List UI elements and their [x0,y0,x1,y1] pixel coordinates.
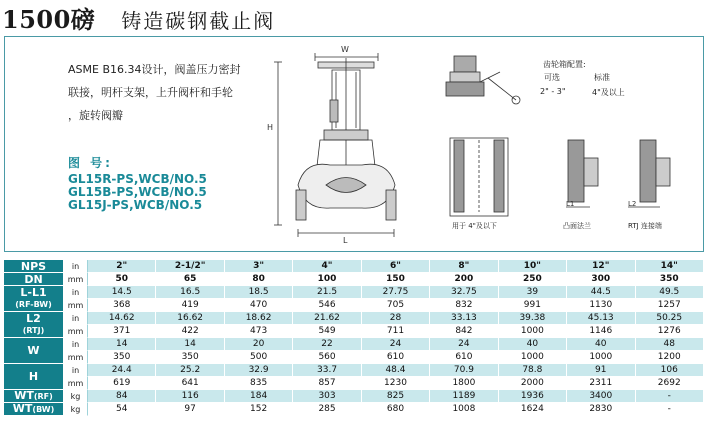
value-cell: 24 [362,338,430,351]
table-row [4,403,704,416]
valve-name: 铸造碳钢截止阀 [121,9,276,33]
table-row [4,260,704,273]
description-line: 联接，明杆支架，上升阀杆和手轮 [68,86,233,99]
value-cell: 1000 [567,351,635,364]
value-cell: 825 [362,390,430,403]
dim-w-label: W [341,45,349,54]
value-cell: 49.5 [636,286,705,299]
value-cell: 610 [362,351,430,364]
value-cell: 14.62 [88,312,156,325]
value-cell: 991 [499,299,567,312]
value-cell: 250 [499,273,567,286]
value-cell: 54 [88,403,156,416]
row-label-text: WT [12,402,33,415]
caption-gate: 用于 4"及以下 [452,222,497,230]
value-cell: 560 [293,351,361,364]
row-label [4,312,64,338]
unit-cell: in [64,338,88,351]
unit-cell: kg [64,390,88,403]
value-cell: 24 [430,338,498,351]
value-cell: 3400 [567,390,635,403]
rf-flange-drawing [566,140,598,207]
value-cell: 39.38 [499,312,567,325]
table-row [4,390,704,403]
table-row [4,286,704,299]
value-cell: 100 [293,273,361,286]
gear-config-heading: 齿轮箱配置: [543,60,586,69]
value-cell: 300 [567,273,635,286]
table-row [4,312,704,325]
value-cell: 18.62 [225,312,293,325]
caption-rf: 凸面法兰 [563,222,591,230]
value-cell: 2311 [567,377,635,390]
value-cell: 40 [499,338,567,351]
value-cell: 842 [430,325,498,338]
value-cell: 14 [156,338,224,351]
row-label [4,364,64,390]
value-cell: 97 [156,403,224,416]
table-row [4,377,704,390]
value-cell: 610 [430,351,498,364]
row-label [4,403,64,416]
value-cell: 546 [293,299,361,312]
description-line: ASME B16.34设计，阀盖压力密封 [68,63,241,76]
row-sublabel: (RF) [33,392,53,401]
row-label [4,260,64,273]
row-label-text: WT [14,389,34,402]
value-cell: 33.7 [293,364,361,377]
value-cell: 16.62 [156,312,224,325]
value-cell: 473 [225,325,293,338]
value-cell: 422 [156,325,224,338]
value-cell: 84 [88,390,156,403]
value-cell: 18.5 [225,286,293,299]
pressure-class: 1500磅 [2,5,96,34]
value-cell: 106 [636,364,705,377]
value-cell: 1257 [636,299,705,312]
value-cell: 50 [88,273,156,286]
table-row [4,273,704,286]
unit-cell: mm [64,377,88,390]
value-cell: 500 [225,351,293,364]
row-label [4,338,64,364]
value-cell: 70.9 [430,364,498,377]
value-cell: 20 [225,338,293,351]
unit-cell: mm [64,299,88,312]
table-row [4,338,704,351]
value-cell: - [636,390,705,403]
value-cell: 1936 [499,390,567,403]
dim-l2-label: L2 [628,200,637,208]
value-cell: 150 [362,273,430,286]
gear-optional-range: 2" - 3" [540,87,566,96]
value-cell: 1130 [567,299,635,312]
value-cell: - [636,403,705,416]
table-row [4,351,704,364]
table-row [4,325,704,338]
value-cell: 78.8 [499,364,567,377]
unit-cell: mm [64,325,88,338]
value-cell: 1189 [430,390,498,403]
spec-table [4,260,704,416]
value-cell: 1200 [636,351,705,364]
value-cell: 200 [430,273,498,286]
caption-rtj: RTJ 连接端 [628,222,662,230]
value-cell: 641 [156,377,224,390]
row-sublabel: (RTJ) [22,326,45,335]
value-cell: 65 [156,273,224,286]
unit-cell: in [64,286,88,299]
gear-col-standard: 标准 [594,73,610,82]
value-cell: 48.4 [362,364,430,377]
value-cell: 705 [362,299,430,312]
row-sublabel: (RF-BW) [15,300,52,309]
value-cell: 680 [362,403,430,416]
value-cell: 14" [636,260,705,273]
gearbox-drawing [446,56,520,104]
gear-standard-range: 4"及以上 [592,88,625,97]
value-cell: 371 [88,325,156,338]
value-cell: 152 [225,403,293,416]
dim-l-label: L [343,236,348,245]
gate-section-drawing [450,138,508,216]
row-label-text: DN [24,272,43,286]
figure-code: GL15R-PS,WCB/NO.5 [68,172,207,186]
value-cell: 303 [293,390,361,403]
value-cell: 711 [362,325,430,338]
table-row [4,364,704,377]
value-cell: 2692 [636,377,705,390]
value-cell: 24.4 [88,364,156,377]
value-cell: 350 [156,351,224,364]
figure-code: GL15B-PS,WCB/NO.5 [68,185,207,199]
row-label-text: W [27,344,40,357]
value-cell: 2-1/2" [156,260,224,273]
row-label-text: H [28,370,39,383]
value-cell: 2" [88,260,156,273]
table-row [4,299,704,312]
unit-cell: in [64,312,88,325]
value-cell: 48 [636,338,705,351]
value-cell: 470 [225,299,293,312]
figure-code: GL15J-PS,WCB/NO.5 [68,198,203,212]
row-label [4,273,64,286]
value-cell: 6" [362,260,430,273]
unit-cell: mm [64,273,88,286]
value-cell: 21.5 [293,286,361,299]
value-cell: 832 [430,299,498,312]
row-sublabel: (BW) [32,405,55,414]
value-cell: 3" [225,260,293,273]
value-cell: 10" [499,260,567,273]
value-cell: 21.62 [293,312,361,325]
value-cell: 32.75 [430,286,498,299]
value-cell: 1146 [567,325,635,338]
value-cell: 1230 [362,377,430,390]
value-cell: 32.9 [225,364,293,377]
value-cell: 1008 [430,403,498,416]
value-cell: 14.5 [88,286,156,299]
value-cell: 1800 [430,377,498,390]
value-cell: 350 [636,273,705,286]
value-cell: 14 [88,338,156,351]
unit-cell: mm [64,351,88,364]
row-label-text: L2 [26,312,41,325]
value-cell: 2830 [567,403,635,416]
unit-cell: in [64,364,88,377]
value-cell: 857 [293,377,361,390]
value-cell: 16.5 [156,286,224,299]
value-cell: 184 [225,390,293,403]
description-line: ，旋转阀瓣 [68,109,123,122]
value-cell: 44.5 [567,286,635,299]
value-cell: 368 [88,299,156,312]
value-cell: 50.25 [636,312,705,325]
value-cell: 28 [362,312,430,325]
value-cell: 22 [293,338,361,351]
unit-cell: kg [64,403,88,416]
row-label-text: NPS [20,259,47,273]
value-cell: 1000 [499,351,567,364]
row-label [4,286,64,312]
value-cell: 285 [293,403,361,416]
row-label-text: L-L1 [20,286,47,299]
gear-col-optional: 可选 [544,73,560,82]
value-cell: 80 [225,273,293,286]
value-cell: 350 [88,351,156,364]
rtj-end-drawing [628,140,670,207]
value-cell: 8" [430,260,498,273]
value-cell: 835 [225,377,293,390]
dim-h-label: H [267,123,274,132]
dim-l1-label: L1 [566,200,575,208]
value-cell: 549 [293,325,361,338]
value-cell: 2000 [499,377,567,390]
value-cell: 619 [88,377,156,390]
value-cell: 40 [567,338,635,351]
value-cell: 25.2 [156,364,224,377]
figure-number-label: 图 号: [68,156,113,170]
value-cell: 12" [567,260,635,273]
value-cell: 33.13 [430,312,498,325]
value-cell: 1000 [499,325,567,338]
value-cell: 45.13 [567,312,635,325]
value-cell: 1624 [499,403,567,416]
value-cell: 419 [156,299,224,312]
value-cell: 116 [156,390,224,403]
value-cell: 39 [499,286,567,299]
value-cell: 91 [567,364,635,377]
value-cell: 4" [293,260,361,273]
unit-cell: in [64,260,88,273]
value-cell: 1276 [636,325,705,338]
value-cell: 27.75 [362,286,430,299]
globe-valve-drawing [274,53,396,237]
